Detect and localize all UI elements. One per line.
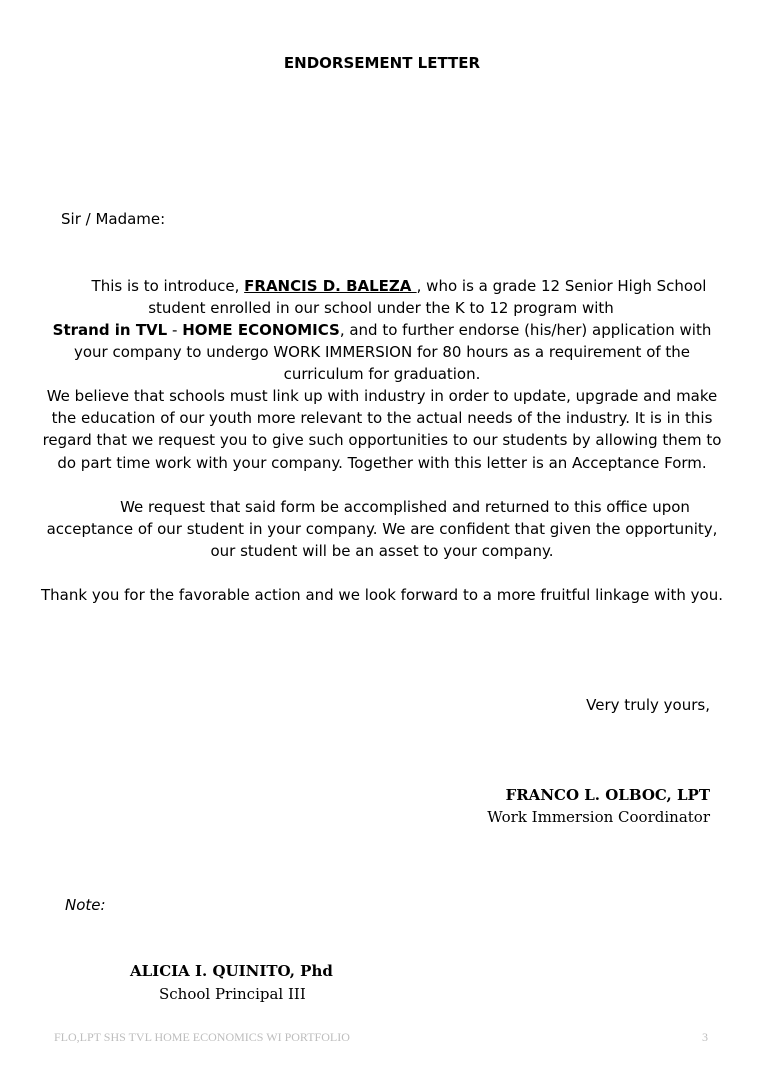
signer-title: Work Immersion Coordinator <box>487 808 710 826</box>
paragraph1-line3: Strand in TVL - HOME ECONOMICS, and to further endorse (his/her) application with <box>52 321 712 339</box>
paragraph1-line1: This is to introduce, FRANCIS D. BALEZA , who is a grade 12 Senior High School <box>91 277 707 295</box>
footer-text: FLO,LPT SHS TVL HOME ECONOMICS WI PORTFOLIO <box>54 1030 350 1044</box>
letter-title: ENDORSEMENT LETTER <box>283 54 481 72</box>
paragraph1-line2: student enrolled in our school under the K to 12 program with <box>148 299 614 317</box>
paragraph1-line7: the education of our youth more relevant to the actual needs of the industry. It is in this <box>51 409 713 427</box>
paragraph1-line8: regard that we request you to give such opportunities to our students by allowing them to <box>42 431 722 449</box>
strand-name: HOME ECONOMICS <box>182 321 340 339</box>
paragraph2-line2: acceptance of our student in your company. We are confident that given the opportunity, <box>46 520 718 538</box>
closing: Very truly yours, <box>586 696 710 714</box>
page-number: 3 <box>702 1030 708 1044</box>
paragraph1-line9: do part time work with your company. Together with this letter is an Acceptance Form. <box>57 454 707 472</box>
principal-name: ALICIA I. QUINITO, Phd <box>130 962 333 980</box>
paragraph1-line5: curriculum for graduation. <box>283 365 481 383</box>
strand-label: Strand in TVL <box>52 321 168 339</box>
paragraph2-line1: We request that said form be accomplished and returned to this office upon <box>120 498 690 516</box>
paragraph2-line3: our student will be an asset to your company. <box>210 542 554 560</box>
paragraph1-line6: We believe that schools must link up with industry in order to update, upgrade and make <box>46 387 718 405</box>
paragraph1-line4: your company to undergo WORK IMMERSION for 80 hours as a requirement of the <box>73 343 691 361</box>
signer-name: FRANCO L. OLBOC, LPT <box>505 786 710 804</box>
note-label: Note: <box>65 896 106 914</box>
salutation: Sir / Madame: <box>61 210 166 228</box>
principal-title: School Principal III <box>159 985 306 1003</box>
paragraph3: Thank you for the favorable action and we look forward to a more fruitful linkage with you. <box>41 586 723 604</box>
student-name: FRANCIS D. BALEZA <box>244 277 417 295</box>
